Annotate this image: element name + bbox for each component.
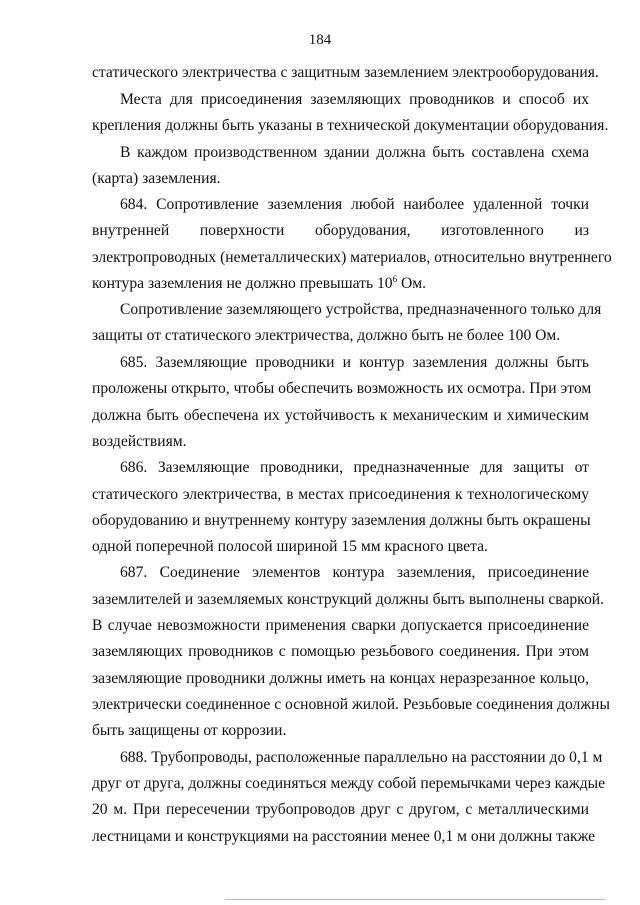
text-line: должна быть обеспечена их устойчивость к механическим и химическим xyxy=(92,407,589,424)
text-line: одной поперечной полосой шириной 15 мм красного цвета. xyxy=(92,538,488,555)
text-line: заземляющих проводников с помощью резьбового соединения. При этом xyxy=(92,643,589,660)
text-line: защиты от статического электричества, должно быть не более 100 Ом. xyxy=(92,327,561,344)
text-line: крепления должны быть указаны в технической документации оборудования. xyxy=(92,117,609,134)
text-line: статического электричества, в местах присоединения к технологическому xyxy=(92,486,589,503)
text-line: лестницами и конструкциями на расстоянии менее 0,1 м они должны также xyxy=(92,828,596,845)
superscript-exponent: 6 xyxy=(392,274,398,284)
page-number: 184 xyxy=(308,32,332,48)
text-line: 684. Сопротивление заземления любой наиболее удаленной точки xyxy=(120,196,589,213)
text-line: оборудованию и внутреннему контуру заземления должны быть окрашены xyxy=(92,512,591,529)
text-line: Сопротивление заземляющего устройства, предназначенного только для xyxy=(120,301,602,318)
text-line: проложены открыто, чтобы обеспечить возможность их осмотра. При этом xyxy=(92,380,592,397)
text-line: друг от друга, должны соединяться между собой перемычками через каждые xyxy=(92,775,606,792)
text-line: внутренней поверхности оборудования, изготовленного из xyxy=(92,222,589,239)
text-line: (карта) заземления. xyxy=(92,170,221,187)
text-line: статического электричества с защитным заземлением электрооборудования. xyxy=(92,64,599,81)
text-line: электропроводных (неметаллических) материалов, относительно внутреннего xyxy=(92,249,612,266)
text-line: 688. Трубопроводы, расположенные параллельно на расстоянии до 0,1 м xyxy=(120,749,603,766)
text-line: заземлителей и заземляемых конструкций должны быть выполнены сваркой. xyxy=(92,591,604,608)
text-line: заземляющие проводники должны иметь на концах неразрезанное кольцо, xyxy=(92,670,589,687)
text-line: 687. Соединение элементов контура заземления, присоединение xyxy=(120,564,589,581)
text-fragment: контура заземления не должно превышать 10 xyxy=(92,275,393,292)
text-line: В каждом производственном здании должна быть составлена схема xyxy=(120,144,589,161)
scan-edge-line xyxy=(225,899,605,900)
text-line: Места для присоединения заземляющих проводников и способ их xyxy=(120,91,589,108)
text-line: быть защищены от коррозии. xyxy=(92,722,287,739)
text-line: электрически соединенное с основной жилой. Резьбовые соединения должны xyxy=(92,696,610,713)
text-line xyxy=(92,274,426,294)
text-line: 20 м. При пересечении трубопроводов друг с другом, с металлическими xyxy=(92,801,589,818)
text-line: 685. Заземляющие проводники и контур заземления должны быть xyxy=(120,354,589,371)
text-line: воздействиям. xyxy=(92,433,187,450)
text-line: 686. Заземляющие проводники, предназначенные для защиты от xyxy=(120,459,589,476)
text-line: В случае невозможности применения сварки допускается присоединение xyxy=(92,617,589,634)
text-fragment: Ом. xyxy=(397,275,427,292)
